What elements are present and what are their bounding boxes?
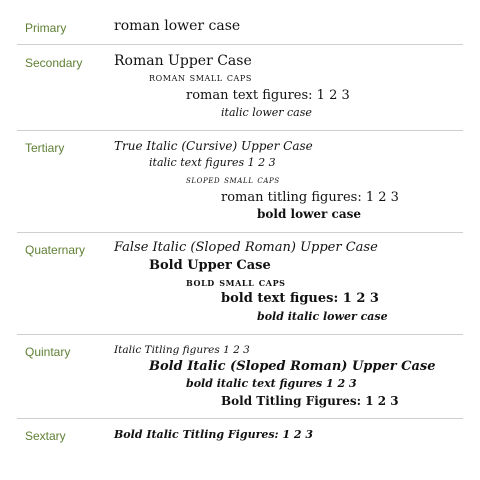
sample-true-italic-upper-case: True Italic (Cursive) Upper Case — [114, 139, 313, 153]
sample-bold-small-caps: bold small caps — [186, 276, 286, 289]
level-label-secondary: Secondary — [25, 56, 83, 70]
sample-roman-upper-case: Roman Upper Case — [114, 53, 252, 69]
level-label-sextary: Sextary — [25, 429, 66, 443]
sample-false-italic-upper-case: False Italic (Sloped Roman) Upper Case — [114, 240, 378, 255]
sample-bold-italic-text-figures: bold italic text figures 1 2 3 — [186, 377, 357, 390]
sample-bold-titling-figures: Bold Titling Figures: 1 2 3 — [221, 394, 399, 408]
sample-roman-titling-figures: roman titling figures: 1 2 3 — [221, 190, 399, 205]
sample-roman-lower-case: roman lower case — [114, 18, 241, 34]
sample-italic-lower-case: italic lower case — [221, 106, 312, 119]
sample-bold-italic-lower-case: bold italic lower case — [257, 310, 388, 323]
divider — [17, 334, 463, 335]
sample-bold-lower-case: bold lower case — [257, 207, 362, 221]
level-label-tertiary: Tertiary — [25, 141, 65, 155]
sample-bold-upper-case: Bold Upper Case — [149, 258, 271, 273]
divider — [17, 44, 463, 45]
level-label-primary: Primary — [25, 21, 67, 35]
sample-roman-small-caps: roman small caps — [149, 71, 252, 84]
sample-bold-text-figures: bold text figues: 1 2 3 — [221, 291, 379, 306]
sample-italic-text-figures: italic text figures 1 2 3 — [149, 156, 276, 169]
sample-sloped-small-caps: sloped small caps — [186, 174, 280, 186]
divider — [17, 232, 463, 233]
sample-italic-titling-figures: Italic Titling figures 1 2 3 — [114, 344, 250, 356]
divider — [17, 418, 463, 419]
level-label-quintary: Quintary — [25, 345, 71, 359]
divider — [17, 130, 463, 131]
sample-roman-text-figures: roman text figures: 1 2 3 — [186, 88, 350, 103]
level-label-quaternary: Quaternary — [25, 243, 86, 257]
sample-bold-italic-titling-figures: Bold Italic Titling Figures: 1 2 3 — [114, 428, 314, 441]
sample-bold-italic-upper-case: Bold Italic (Sloped Roman) Upper Case — [149, 359, 436, 374]
